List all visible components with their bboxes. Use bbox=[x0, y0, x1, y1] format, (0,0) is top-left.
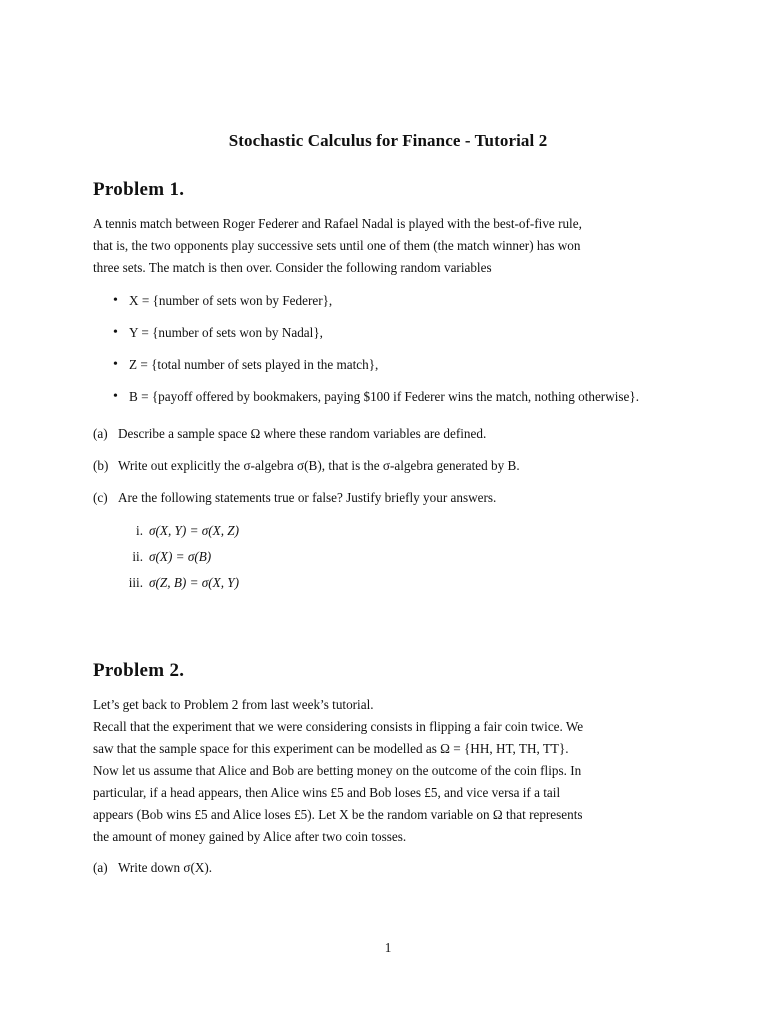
bullet-icon: • bbox=[113, 325, 118, 340]
page-number: 1 bbox=[384, 940, 392, 955]
bullet-text: B = {payoff offered by bookmakers, paying $100 if Federer wins the match, nothing otherwise}. bbox=[129, 389, 639, 404]
intro-line: three sets. The match is then over. Consider the following random variables bbox=[93, 260, 492, 275]
statement-text: σ(X, Y) = σ(X, Z) bbox=[149, 523, 240, 538]
paragraph-line: Let’s get back to Problem 2 from last week’s tutorial. bbox=[93, 697, 374, 712]
problem-2-heading: Problem 2. bbox=[93, 660, 185, 681]
document-title: Stochastic Calculus for Finance - Tutorial 2 bbox=[228, 131, 548, 150]
list-item bbox=[93, 487, 520, 519]
bullet-icon: • bbox=[113, 293, 118, 308]
problem-2-text bbox=[93, 694, 683, 848]
list-item bbox=[93, 423, 520, 455]
paragraph-line: the amount of money gained by Alice after two coin tosses. bbox=[93, 829, 407, 844]
intro-line: A tennis match between Roger Federer and Rafael Nadal is played with the best-of-five rule, bbox=[93, 216, 582, 231]
part-text: Are the following statements true or false? Justify briefly your answers. bbox=[118, 490, 497, 505]
statement-label: i. bbox=[136, 523, 143, 538]
bullet-text: Y = {number of sets won by Nadal}, bbox=[129, 325, 323, 340]
part-label: (a) bbox=[93, 860, 108, 875]
part-text: Describe a sample space Ω where these random variables are defined. bbox=[118, 426, 487, 441]
random-variable-list bbox=[111, 290, 639, 418]
part-label: (c) bbox=[93, 490, 108, 505]
bullet-text: X = {number of sets won by Federer}, bbox=[129, 293, 333, 308]
list-item bbox=[121, 520, 239, 546]
list-item bbox=[93, 455, 520, 487]
problem-1-intro bbox=[93, 213, 683, 279]
list-item bbox=[111, 354, 639, 386]
statement-text: σ(Z, B) = σ(X, Y) bbox=[149, 575, 240, 590]
list-item bbox=[111, 386, 639, 418]
list-item bbox=[121, 546, 239, 572]
part-label: (b) bbox=[93, 458, 109, 473]
part-text: Write down σ(X). bbox=[118, 860, 213, 875]
intro-line: that is, the two opponents play successive sets until one of them (the match winner) has won bbox=[93, 238, 581, 253]
statement-label: ii. bbox=[132, 549, 143, 564]
problem-2-parts bbox=[93, 857, 212, 889]
list-item bbox=[111, 290, 639, 322]
problem-1-parts bbox=[93, 423, 520, 519]
list-item bbox=[111, 322, 639, 354]
bullet-text: Z = {total number of sets played in the match}, bbox=[129, 357, 379, 372]
bullet-icon: • bbox=[113, 389, 118, 404]
problem-1-heading: Problem 1. bbox=[93, 179, 185, 200]
statement-list bbox=[121, 520, 239, 598]
paragraph-line: Recall that the experiment that we were considering consists in flipping a fair coin twice. We bbox=[93, 719, 584, 734]
part-label: (a) bbox=[93, 426, 108, 441]
part-text: Write out explicitly the σ-algebra σ(B), that is the σ-algebra generated by B. bbox=[118, 458, 520, 473]
statement-label: iii. bbox=[128, 575, 143, 590]
paragraph-line: Now let us assume that Alice and Bob are betting money on the outcome of the coin flips. In bbox=[93, 763, 582, 778]
paragraph-line: saw that the sample space for this experiment can be modelled as Ω = {HH, HT, TH, TT}. bbox=[93, 741, 569, 756]
bullet-icon: • bbox=[113, 357, 118, 372]
paragraph-line: appears (Bob wins £5 and Alice loses £5). Let X be the random variable on Ω that represents bbox=[93, 807, 583, 822]
list-item bbox=[121, 572, 239, 598]
statement-text: σ(X) = σ(B) bbox=[149, 549, 212, 564]
paragraph-line: particular, if a head appears, then Alice wins £5 and Bob loses £5, and vice versa if a tail bbox=[93, 785, 561, 800]
list-item bbox=[93, 857, 212, 889]
